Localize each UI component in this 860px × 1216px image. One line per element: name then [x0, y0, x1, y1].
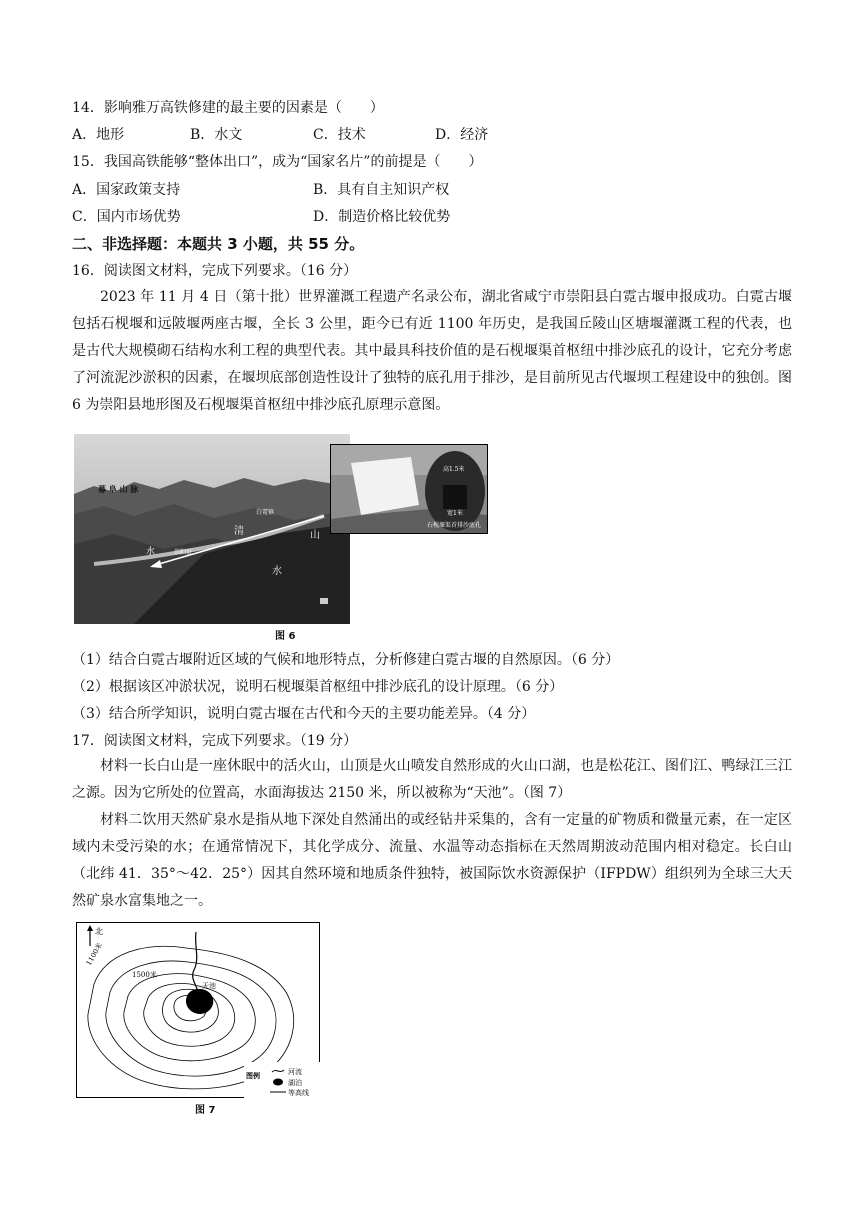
figure6-terrain-image [74, 434, 350, 624]
q14-option-b: B．水文 [190, 127, 243, 143]
dam-photo-svg [331, 445, 487, 533]
char-label-2: 水 [272, 566, 282, 577]
legend-lake-label: 湖泊 [288, 1079, 302, 1087]
legend-title: 图例 [246, 1071, 260, 1080]
q14-option-d: D．经济 [435, 127, 489, 143]
q14-stem: 14．影响雅万高铁修建的最主要的因素是（ ） [72, 100, 384, 116]
legend-river-label: 河流 [288, 1068, 302, 1076]
mountain-range-label: 幕 阜 山 脉 [98, 484, 139, 494]
contour-1500-label: 1500米 [132, 971, 157, 979]
q17-stem: 17．阅读图文材料，完成下列要求。（19 分） [72, 733, 358, 749]
figure6-dam-inset [330, 444, 488, 534]
lake-name-label: 天池 [202, 982, 216, 990]
q16-material: 2023 年 11 月 4 日（第十批）世界灌溉工程遗产名录公布，湖北省咸宁市崇阳县白霓古堰申报成功。白霓古堰包括石枧堰和远陂堰两座古堰，全长 3 公里，距今已有近 1100 年历史，是我国丘陵山区塘堰灌溉工程的代表，也是古代大规模砌石结构水利工程的典型代表。其中最具科技价值的是石枧堰渠首枢纽中排沙底孔的设计，它充分考虑了河流泥沙淤积的因素，在堰坝底部创造性设计了独特的底孔用于排沙，是目前所见古代堰坝工程建设中的独创。图 6 为崇阳县地形图及石枧堰渠首枢纽中排沙底孔原理示意图。 [72, 289, 792, 413]
q15-option-c: C．国内市场优势 [72, 209, 181, 225]
inset-caption-label: 石枧堰渠首排沙底孔 [427, 522, 482, 529]
contour-map-svg [76, 922, 320, 1098]
figure6-caption: 图 6 [275, 631, 296, 642]
q16-subquestion-1: （1）结合白霓古堰附近区域的气候和地形特点，分析修建白霓古堰的自然原因。（6 分） [72, 652, 620, 668]
q15-option-b: B．具有自主知识产权 [313, 182, 450, 198]
q14-option-a: A．地形 [72, 127, 125, 143]
inset-height-label: 高1.5米 [443, 466, 465, 473]
q16-subquestion-2: （2）根据该区冲淤状况，说明石枧堰渠首枢纽中排沙底孔的设计原理。（6 分） [72, 679, 564, 695]
char-label-1: 清 [234, 526, 244, 537]
char-label-3: 山 [310, 530, 320, 541]
section-title: 二、非选择题：本题共 3 小题，共 55 分。 [72, 235, 365, 253]
figure7-contour-map [76, 922, 320, 1098]
q15-stem: 15．我国高铁能够“整体出口”，成为“国家名片”的前提是（ ） [72, 154, 483, 170]
legend-lake-icon [273, 1079, 283, 1086]
q16-subquestion-3: （3）结合所学知识，说明白霓古堰在古代和今天的主要功能差异。（4 分） [72, 706, 536, 722]
q14-option-c: C．技术 [313, 127, 366, 143]
inset-width-label: 宽1米 [447, 510, 463, 517]
q15-option-a: A．国家政策支持 [72, 182, 181, 198]
terrain-photo-svg [74, 434, 350, 624]
dam1-label: 白霓镇 [256, 509, 275, 516]
dam2-label: 崇阳县 [174, 549, 193, 556]
north-label: 北 [95, 927, 103, 936]
contour-1100-label: 1100米 [84, 941, 105, 967]
q17-material-1: 材料一长白山是一座休眠中的活火山，山顶是火山喷发自然形成的火山口湖，也是松花江、图们江、鸭绿江三江之源。因为它所处的位置高，水面海拔达 2150 米，所以被称为“天池”。（图 7） [72, 758, 792, 801]
q15-option-d: D．制造价格比较优势 [313, 209, 451, 225]
river-label: 水 [146, 547, 156, 557]
q16-stem: 16．阅读图文材料，完成下列要求。（16 分） [72, 263, 358, 279]
figure7-caption: 图 7 [195, 1105, 216, 1116]
legend-contour-label: 等高线 [288, 1089, 309, 1097]
q17-material-2: 材料二饮用天然矿泉水是指从地下深处自然涌出的或经钻井采集的，含有一定量的矿物质和微量元素，在一定区域内未受污染的水；在通常情况下，其化学成分、流量、水温等动态指标在天然周期波动范围内相对稳定。长白山（北纬 41．35°～42．25°）因其自然环境和地质条件独特，被国际饮水资源保护（IFPDW）组织列为全球三大天然矿泉水富集地之一。 [72, 812, 792, 909]
